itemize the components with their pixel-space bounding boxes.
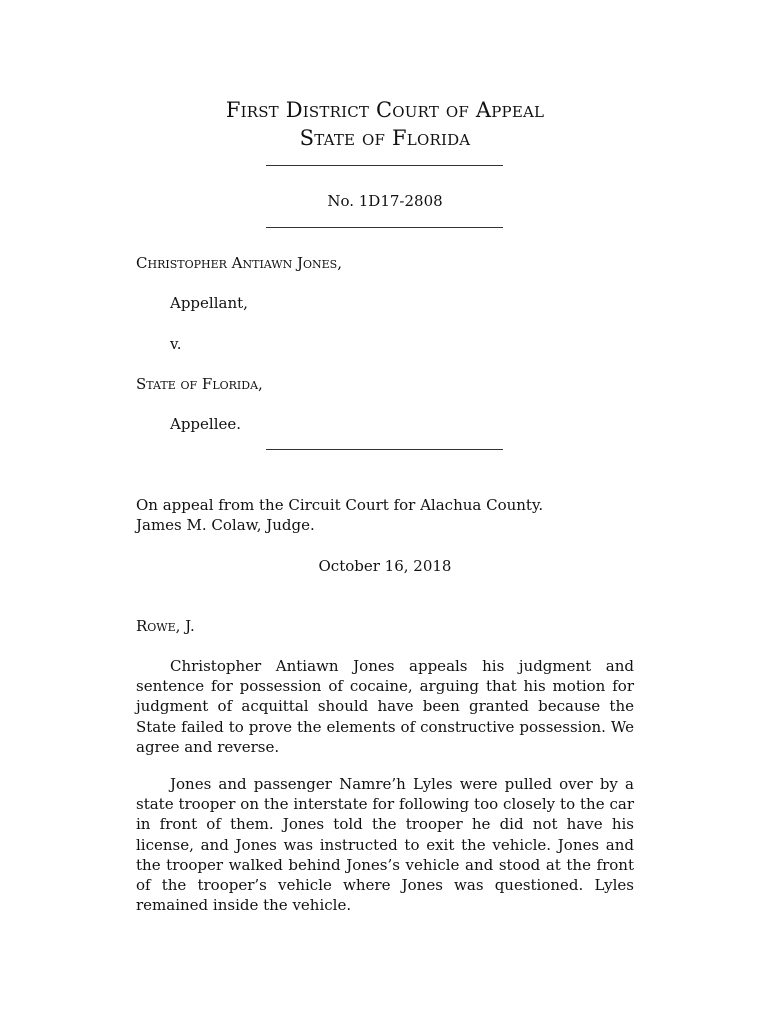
trial-judge: James M. Colaw, Judge. (136, 516, 315, 534)
appellee-name: State of Florida, (136, 375, 263, 393)
case-number: No. 1D17-2808 (327, 192, 443, 210)
divider-rule (266, 227, 503, 228)
court-state: State of Florida (299, 126, 471, 150)
divider-rule (266, 449, 503, 450)
versus-label: v. (170, 335, 182, 353)
opinion-paragraph: Jones and passenger Namre’h Lyles were pulled over by a state trooper on the interstate for following too closely to the car in front of them. Jones told the trooper he did not have his license, and Jones was instructed to exit the vehicle. Jones and the trooper walked behind Jones’s vehicle and stood at the front of the trooper’s vehicle where Jones was questioned. Lyles remained inside the vehicle. (136, 775, 634, 915)
appellee-role: Appellee. (170, 415, 242, 433)
appeal-source: On appeal from the Circuit Court for Alachua County. (136, 496, 544, 514)
divider-rule (266, 165, 503, 166)
opinion-author: Rowe, J. (136, 617, 195, 635)
court-name: First District Court of Appeal (225, 98, 545, 122)
appellant-name: Christopher Antiawn Jones, (136, 254, 342, 272)
decision-date: October 16, 2018 (318, 557, 452, 575)
appellant-role: Appellant, (170, 294, 248, 312)
opinion-paragraph: Christopher Antiawn Jones appeals his judgment and sentence for possession of cocaine, arguing that his motion for judgment of acquittal should have been granted because the State failed to prove the elements of constructive possession. We agree and reverse. (136, 657, 634, 756)
